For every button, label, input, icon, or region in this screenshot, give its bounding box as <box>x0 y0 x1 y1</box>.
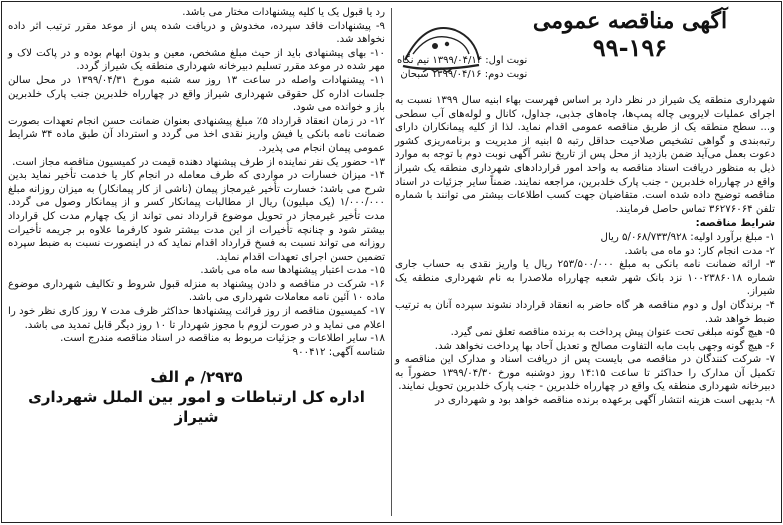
condition-item: ۱۳- حضور یک نفر نماینده از طرف پیشنهاد دهنده قیمت در کمیسیون مناقصه مجاز است. <box>12 156 385 168</box>
condition-item: ۷- شرکت کنندگان در مناقصه می بایست پس از دریافت اسناد و مدارک این مناقصه و تکمیل آن مدارک را حداکثر تا ساعت ۱۴:۱۵ روز دوشنبه مورخ ۱۳۹۹/۰۴/۳۰ حضوراً به دبیرخانه شهرداری منطقه یک واقع در چهارراه خلدبرین - جنب پارک خلدبرین تحویل نمایند. <box>395 354 776 393</box>
ad-number: ۹۹-۱۹۶ <box>592 33 668 62</box>
tender-ad <box>1 1 782 523</box>
condition-item: ۶- هیچ گونه وجهی بابت مابه التفاوت مصالح و تعدیل آحاد بها پرداخت نخواهد شد. <box>434 340 775 352</box>
condition-item: ۳- ارائه ضمانت نامه بانکی به مبلغ ۲۵۳/۵۰۰/۰۰۰ ریال یا واریز نقدی به حساب جاری شماره ۱۰۰۲۳۸۶۰۱۸ نزد بانک شهر شعبه چهارراه ملاصدرا به نام شهرداری منطقه یک شیراز. <box>395 259 776 298</box>
left-column <box>2 2 391 522</box>
round-first: نوبت اول: ۱۳۹۹/۰۴/۱۴ نیم نگاه <box>397 55 528 66</box>
condition-item: ۴- برندگان اول و دوم مناقصه هر گاه حاضر به انعقاد قرارداد نشوند سپرده آنان به ترتیب ضبط خواهد شد. <box>395 299 775 325</box>
ad-footer <box>8 367 385 427</box>
condition-item: ۱- مبلغ برآورد اولیه: ۵/۰۶۸/۷۳۳/۹۲۸ ریال <box>600 231 775 243</box>
condition-item: ۱۰- بهای پیشنهادی باید از حیث مبلغ مشخص، معین و بدون ابهام بوده و در پاکت لاک و مهر شده در موعد مقرر تسلیم دبیرخانه شهرداری منطقه یک شیراز گردد. <box>8 47 385 73</box>
right-column <box>389 2 781 522</box>
ad-code: ۲۹۳۵/ م الف <box>150 368 243 387</box>
condition-item: ۱۱- پیشنهادات واصله در ساعت ۱۳ روز سه شنبه مورخ ۱۳۹۹/۰۴/۳۱ در محل سالن جلسات اداره کل حقوقی شهرداری شیراز واقع در چهارراه خلدبرین جنب پارک خلدبرین باز و خوانده می شود. <box>8 74 385 114</box>
publication-rounds <box>397 54 527 82</box>
ad-title: آگهی مناقصه عمومی <box>532 8 728 34</box>
conditions-title: شرایط مناقصه: <box>695 218 775 230</box>
condition-item: ۲- مدت انجام کار: دو ماه می باشد. <box>624 245 775 257</box>
condition-item: ۱۸- سایر اطلاعات و جزئیات مربوط به مناقصه در اسناد مناقصه مندرج است. <box>60 333 385 345</box>
condition-item: ۸- بدیهی است هزینه انتشار آگهی برعهده برنده مناقصه خواهد بود و شهرداری در <box>435 395 775 407</box>
title-block <box>485 6 775 62</box>
condition-item: ۱۲- در زمان انعقاد قرارداد ۵٪ مبلغ پیشنهادی بعنوان ضمانت حسن انجام تعهدات بصورت ضمانت نامه بانکی یا فیش واریز نقدی اخذ می گردد و استرداد آن طبق ماده ۳۴ شرایط عمومی پیمان انجام می پذیرد. <box>8 115 386 154</box>
issuing-office: اداره کل ارتباطات و امور بین الملل شهرداری شیراز <box>28 388 365 427</box>
condition-item: ۱۴- میزان خسارات در مواردی که طرف معامله در انجام کار یا خدمت تأخیر نماید بدین شرح می باشد: خسارت تأخیر غیرمجاز پیمان (ناشی از کار پیمانکار) به میزان روزانه مبلغ ۱/۰۰۰/۰۰۰ (یک میلیون) ریال از مطالبات پیمانکار کسر و از پیمانکار وصول می گردد. مدت تأخیر غیرمجاز در تحویل موضوع قرارداد نمی تواند از یک چهارم مدت کل قرارداد بیشتر شود و چنانچه تأخیرات از این مدت بیشتر شود کارفرما علاوه بر جریمه تأخیرات روزانه می تواند نسبت به فسخ قرارداد اقدام نماید که در اینصورت نسبت به ضبط سپرده تضمین حسن اجرای تعهدات اقدام نماید. <box>8 170 385 263</box>
ad-id: شناسه آگهی: ۹۰۰۴۱۲ <box>292 346 385 358</box>
condition-item: رد یا قبول یک یا کلیه پیشنهادات مختار می باشد. <box>182 7 385 18</box>
round-second: نوبت دوم: ۱۳۹۹/۰۴/۱۶ سبحان <box>400 69 528 80</box>
condition-item: ۱۶- شرکت در مناقصه و دادن پیشنهاد به منزله قبول شروط و تکالیف شهرداری موضوع ماده ۱۰ آئین نامه معاملات شهرداری می باشد. <box>8 278 385 304</box>
condition-item: ۱۷- کمیسیون مناقصه از روز قرائت پیشنهادها حداکثر ظرف مدت ۷ روز کاری نظر خود را اعلام می نماید و در صورت لزوم با مجوز شهردار تا ۱۰ روز دیگر قابل تمدید می باشد. <box>8 306 385 331</box>
column-divider <box>391 8 392 516</box>
intro-paragraph: شهرداری منطقه یک شیراز در نظر دارد بر اساس فهرست بهاء ابنیه سال ۱۳۹۹ نسبت به اجرای عملیات لایروبی چاله پمپ‌ها، چاه‌های جذبی، جداول، کانال و لوله‌های آب سطحی و... سطح منطقه یک از طریق مناقصه عمومی اقدام نماید. لذا از کلیه پیمانکاران دارای رتبه‌بندی و گواهی تشخیص صلاحیت حداقل رتبه ۵ ابنیه از مدیریت و برنامه‌ریزی کشور دعوت بعمل می‌آید ضمن بازدید از محل پس از تاریخ نشر آگهی نوبت دوم با توجه به موارد ذیل به منظور دریافت اسناد مناقصه به واحد امور قراردادهای شهرداری منطقه یک شیراز واقع در چهارراه خلدبرین - جنب پارک خلدبرین، مراجعه نمایند. ضمناً سایر جزئیات در اسناد مناقصه توضیح داده شده است. متقاضیان جهت کسب اطلاعات بیشتر می توانند با شماره تلفن ۳۶۲۷۶۰۶۴ تماس حاصل فرمایند. <box>395 95 776 215</box>
condition-item: ۱۵- مدت اعتبار پیشنهادها سه ماه می باشد. <box>200 265 385 277</box>
condition-item: ۵- هیچ گونه مبلغی تحت عنوان پیش پرداخت به برنده مناقصه تعلق نمی گیرد. <box>450 327 775 339</box>
condition-item: ۹- پیشنهادات فاقد سپرده، مخدوش و دریافت شده پس از موعد مقرر ترتیب اثر داده نخواهد شد. <box>8 20 385 46</box>
